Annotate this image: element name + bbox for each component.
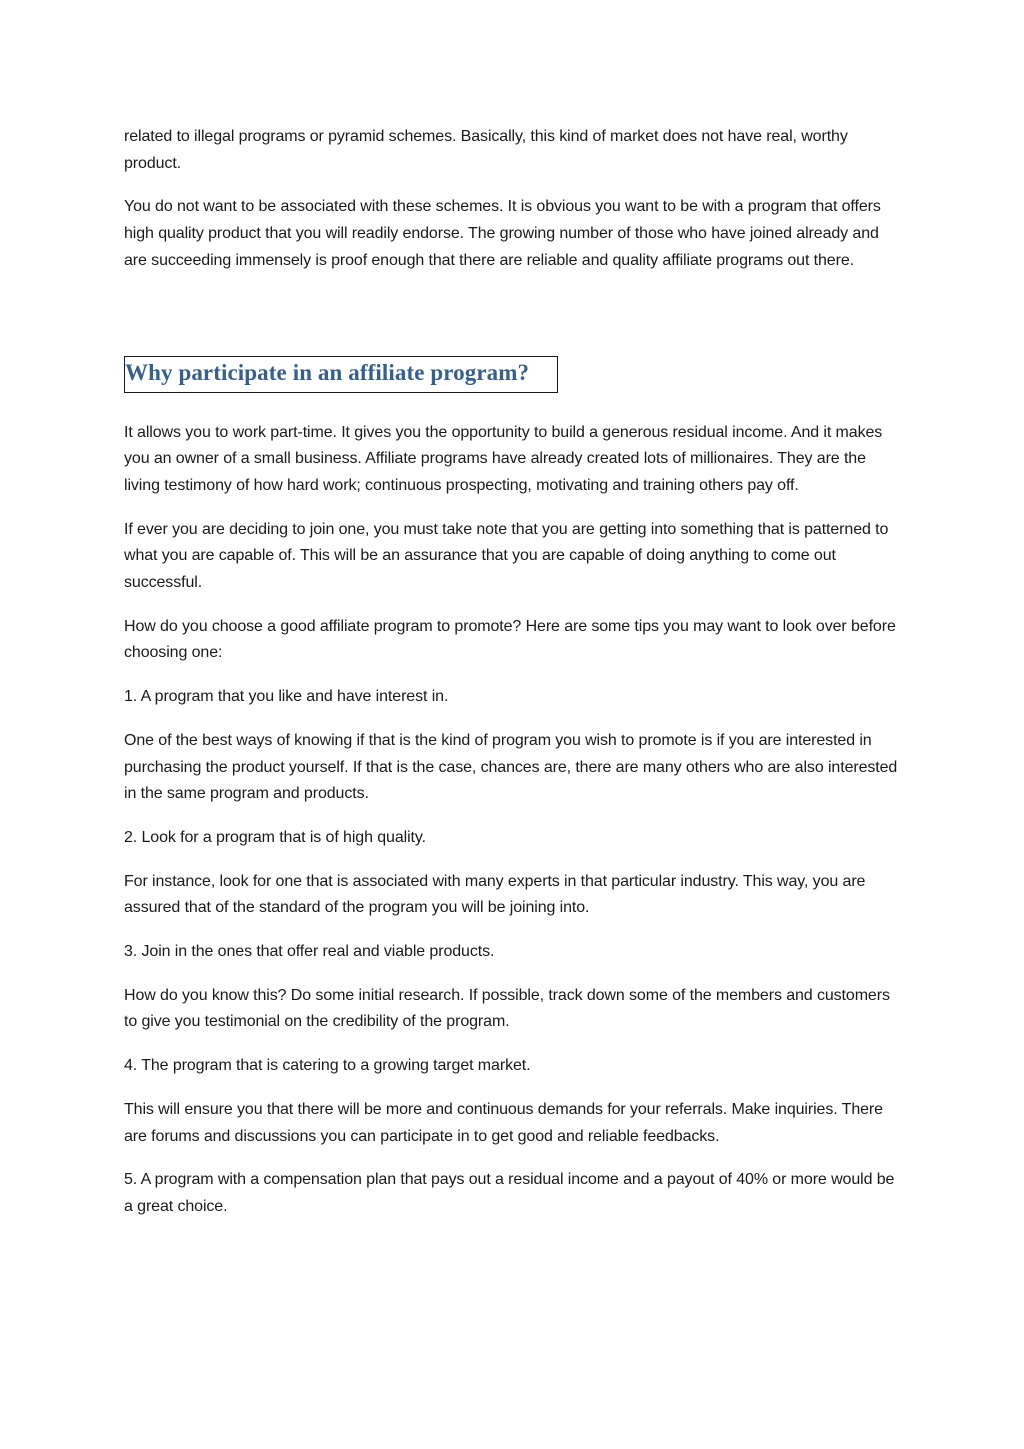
intro-paragraph: You do not want to be associated with these schemes. It is obvious you want to be with a program that offers high quality product that you will readily endorse. The growing number of those who have joined already and are succeeding immensely is proof enough that there are reliable and quality affiliate programs out there. bbox=[124, 198, 881, 269]
list-item-heading: 2. Look for a program that is of high quality. bbox=[124, 828, 426, 846]
body-paragraph: It allows you to work part-time. It gives you the opportunity to build a generous residual income. And it makes you an owner of a small business. Affiliate programs have already created lots of millionaires. They are the living testimony of how hard work; continuous prospecting, motivating and training others pay off. bbox=[124, 423, 883, 494]
list-item-heading: 5. A program with a compensation plan that pays out a residual income and a payout of 40% or more would be a great choice. bbox=[124, 1171, 895, 1215]
section-heading-box bbox=[124, 356, 558, 393]
body-paragraph: How do you choose a good affiliate program to promote? Here are some tips you may want to look over before choosing one: bbox=[124, 617, 896, 662]
body-paragraph: If ever you are deciding to join one, you must take note that you are getting into something that is patterned to what you are capable of. This will be an assurance that you are capable of doing anything to come out successful. bbox=[124, 520, 889, 592]
body-paragraph: This will ensure you that there will be more and continuous demands for your referrals. Make inquiries. There are forums and discussions you can participate in to get good and reliable feedbacks. bbox=[124, 1100, 883, 1145]
section-spacer bbox=[124, 292, 900, 356]
body-paragraph: How do you know this? Do some initial research. If possible, track down some of the members and customers to give you testimonial on the credibility of the program. bbox=[124, 986, 890, 1031]
list-item-heading: 4. The program that is catering to a growing target market. bbox=[124, 1057, 531, 1075]
body-paragraph: One of the best ways of knowing if that is the kind of program you wish to promote is if you are interested in purchasing the product yourself. If that is the case, chances are, there are many others who are also interested in the same program and products. bbox=[124, 731, 898, 803]
section-heading: Why participate in an affiliate program? bbox=[125, 359, 530, 385]
list-item-heading: 3. Join in the ones that offer real and viable products. bbox=[124, 943, 495, 961]
list-item-heading: 1. A program that you like and have interest in. bbox=[124, 688, 449, 706]
body-paragraph: For instance, look for one that is associated with many experts in that particular industry. This way, you are assured that of the standard of the program you will be joining into. bbox=[124, 872, 866, 917]
intro-paragraph: related to illegal programs or pyramid schemes. Basically, this kind of market does not have real, worthy product. bbox=[124, 128, 848, 172]
document-content bbox=[124, 124, 900, 1238]
